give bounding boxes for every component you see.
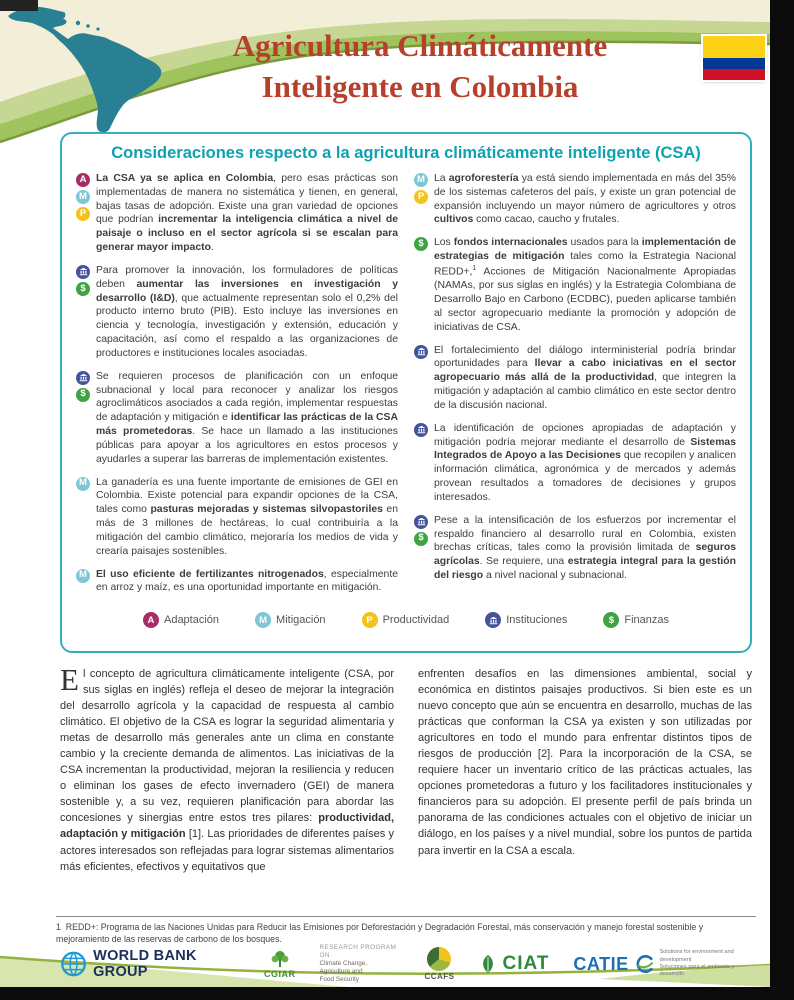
consideration-text: El uso eficiente de fertilizantes nitrogenados, especialmente en arroz y maíz, es una oportunidad importante en mitigación. — [96, 568, 398, 594]
consideration-icons — [76, 370, 90, 467]
ciat-logo — [479, 953, 550, 975]
ccafs-program-line: RESEARCH PROGRAM ON — [319, 944, 397, 959]
ccafs-program-line: Agriculture and — [319, 968, 363, 975]
consideration-text: Se requieren procesos de planificación con un enfoque subnacional y local para reconocer y analizar los riesgos agroclimáticos asociados a cada región, implementar respuestas de adaptación y mitigación e identificar las prácticas de la CSA más prometedoras. Se hace un llamado a las instituciones públicas para apoyar a los agricultores en estos procesos y ayudarles a superar las barreras de implementación existentes. — [96, 370, 398, 465]
consideration-text: Los fondos internacionales usados para la implementación de estrategias de mitigación tales como la Estrategia Nacional REDD+,$^1$ Acciones de Mitigación Nacionalmente Apropiadas (NAMAs, por sus siglas en inglés) y la Estrategia Colombiana de Desarrollo Bajo en Carbono (ECDBC), pueden aplicarse también al sector agropecuario mediante la promoción y adopción de iniciativas de CSA. — [434, 237, 737, 333]
finance-icon: $ — [414, 237, 428, 251]
catie-logo — [573, 949, 752, 978]
title-line-2: Inteligente en Colombia — [261, 68, 579, 104]
dropcap: E — [60, 662, 79, 697]
mitigation-icon: M — [255, 612, 271, 628]
consideration-icons — [414, 236, 428, 334]
institutions-icon — [414, 423, 428, 437]
finance-icon: $ — [603, 612, 619, 628]
cgiar-name: CGIAR — [264, 968, 296, 979]
catie-tagline — [659, 949, 752, 978]
consideration-text: La CSA ya se aplica en Colombia, pero esas prácticas son implementadas de manera no sistemática y tienen, en general, bajas tasas de adopción. Existe una gran variedad de opciones que podrían incrementar la inteligencia climática a nivel de paisaje o incluso en el sector agrícola si se escalan para generar mayor impacto. — [96, 173, 398, 254]
flag-yellow-stripe — [703, 36, 765, 58]
catie-swoosh-icon — [635, 953, 654, 975]
scan-frame-right — [770, 0, 794, 1000]
legend-item — [362, 612, 450, 628]
consideration-item — [76, 476, 398, 559]
ccafs-program-text — [320, 944, 401, 984]
legend-label: Productividad — [382, 614, 450, 627]
catie-tagline-line: Soluciones para el ambiente y desarrollo — [659, 964, 735, 978]
world-bank-name: WORLD BANK GROUP — [93, 948, 197, 980]
finance-icon: $ — [76, 388, 90, 402]
catie-tagline-line: Solutions for environment and development — [659, 949, 734, 963]
ccafs-logo — [424, 947, 454, 981]
legend-label: Instituciones — [506, 614, 568, 627]
consideration-item — [414, 422, 736, 505]
latin-america-map — [6, 4, 166, 136]
scan-frame-bottom — [0, 987, 794, 1000]
flag-blue-stripe — [703, 58, 765, 69]
world-bank-globe-icon — [60, 949, 87, 979]
consideration-text: Para promover la innovación, los formuladores de políticas deben aumentar las inversiones en investigación y desarrollo (I&D), que actualmente representan solo el 0,2% del producto interno bruto (PIB). Esto incluye las inversiones en ciencia y tecnología, investigación y extensión, educación y capacitación, así como el respaldo a las organizaciones de productores e instituciones locales asociadas. — [96, 264, 398, 359]
mitigation-icon: M — [414, 173, 428, 187]
institutions-icon — [414, 345, 428, 359]
catie-name: CATIE — [573, 953, 629, 974]
considerations-columns — [76, 172, 736, 604]
legend-label: Finanzas — [624, 614, 670, 627]
ccafs-program-line: Food Security — [319, 976, 359, 983]
consideration-item — [76, 264, 398, 361]
title-line-1: Agricultura Climáticamente — [232, 28, 608, 63]
world-bank-logo — [60, 948, 240, 980]
body-right-column: enfrenten desafíos en las dimensiones ambiental, social y económica en distintos paisajes productivos. Si bien este es un nuevo concepto que aún se encuentra en desarrollo, muchas de las prácticas que conforman la CSA ya existen y son utilizadas por agricultores en todo el mundo para enfrentar distintos tipos de riesgos de producción [2]. Para la incorporación de la CSA, se requiere hacer un inventario crítico de las prácticas actuales, las opciones prometedoras a futuro y los facilitadores institucionales y financieros para su adopción. El presente perfil de país brinda un panorama de las condiciones actuales con el objetivo de iniciar un diálogo, en los países y a nivel mundial, sobre los puntos de partida para invertir en la CSA a escala. — [418, 668, 752, 857]
body-left-column — [60, 662, 394, 875]
colombia-flag — [703, 36, 765, 80]
productivity-icon: P — [76, 207, 90, 221]
institutions-icon — [76, 371, 90, 385]
page-title — [150, 26, 690, 108]
considerations-box — [60, 132, 752, 653]
consideration-item — [76, 172, 398, 255]
consideration-icons — [76, 476, 90, 559]
consideration-icons — [76, 172, 90, 255]
consideration-item — [414, 344, 736, 413]
cgiar-tree-icon — [270, 950, 290, 968]
cgiar-logo — [264, 950, 296, 979]
consideration-item — [76, 370, 398, 467]
ciat-name: CIAT — [502, 953, 550, 974]
icon-legend — [76, 612, 736, 628]
ccafs-emblem-icon — [427, 947, 451, 971]
legend-item — [255, 612, 326, 628]
flag-red-stripe — [703, 69, 765, 80]
partner-logos — [60, 944, 752, 984]
legend-item — [485, 612, 567, 628]
mitigation-icon: M — [76, 477, 90, 491]
institutions-icon — [414, 515, 428, 529]
scan-corner-artifact — [0, 0, 38, 11]
considerations-heading: Consideraciones respecto a la agricultura climáticamente inteligente (CSA) — [111, 144, 701, 162]
consideration-icons — [414, 514, 428, 583]
consideration-icons — [414, 422, 428, 505]
consideration-icons — [76, 264, 90, 361]
considerations-left-column — [76, 172, 398, 604]
consideration-text: Pese a la intensificación de los esfuerzos por incrementar el respaldo financiero al desarrollo rural en Colombia, existen brechas críticas, tales como la provisión limitada de seguros agrícolas. Se requiere, una estrategia integral para la gestión del riesgo a nivel nacional y subnacional. — [434, 514, 736, 581]
consideration-item — [76, 568, 398, 596]
consideration-icons — [76, 568, 90, 596]
legend-item — [143, 612, 219, 628]
ccafs-name: CCAFS — [424, 972, 455, 981]
consideration-item — [414, 172, 736, 227]
institutions-icon — [76, 265, 90, 279]
consideration-text: La ganadería es una fuente importante de emisiones de GEI en Colombia. Existe potencial para expandir opciones de la CSA, tales como pasturas mejoradas y sistemas silvopastoriles en más de 3 millones de hectáreas, lo cual contribuiría a la mitigación del cambio climático, mejoraría los medios de vida y crearía paisajes sostenibles. — [96, 476, 398, 557]
finance-icon: $ — [76, 282, 90, 296]
productivity-icon: P — [414, 190, 428, 204]
ciat-leaf-icon — [479, 954, 497, 974]
mitigation-icon: M — [76, 569, 90, 583]
consideration-icons — [414, 172, 428, 227]
consideration-text: El fortalecimiento del diálogo interministerial podría brindar oportunidades para llevar a cabo iniciativas en el sector agropecuario más allá de la productividad, que integren la mitigación y adaptación al cambio climático en este sector dentro de la discusión nacional. — [434, 344, 736, 411]
productivity-icon: P — [362, 612, 378, 628]
legend-item — [603, 612, 669, 628]
body-text — [60, 662, 752, 875]
institutions-icon — [485, 612, 501, 628]
consideration-text: La agroforestería ya está siendo implementada en más del 35% de los sistemas cafeteros del país, y existe un gran potencial de expansión incluyendo un mayor número de agricultores y otros cultivos como cacao, caucho y frutales. — [434, 173, 736, 226]
legend-label: Adaptación — [163, 614, 220, 627]
body-left-text: l concepto de agricultura climáticamente inteligente (CSA, por sus siglas en inglés) refleja el deseo de mejorar la integración del desarrollo agrícola y la capacidad de respuesta al cambio climático. El objetivo de la CSA es lograr la seguridad alimentaria y metas de desarrollo más generales ante un clima en constante cambio y la creciente demanda de alimentos. Las iniciativas de la CSA incrementan la productividad, mejoran la resiliencia y reducen o eliminan los gases de efecto invernadero (GEI) de manera sostenible y, a su vez, requieren planificación para abordar las concesiones y sinergias entre estos tres pilares: productividad, adaptación y mitigación [1]. Las prioridades de diferentes países y actores interesados son reflejadas para lograr sistemas alimentarios más eficientes, efectivos y equitativos que — [60, 668, 394, 873]
consideration-icons — [414, 344, 428, 413]
finance-icon: $ — [414, 532, 428, 546]
consideration-text: La identificación de opciones apropiadas de adaptación y mitigación podría mejorar mediante el desarrollo de Sistemas Integrados de Apoyo a las Decisiones que recopilen y analicen información climática, agronómica y de mercados y además provean resultados a tomadores de decisiones y grupos interesados. — [434, 422, 737, 503]
footnote: 1 REDD+: Programa de las Naciones Unidas para Reducir las Emisiones por Deforestación y Degradación Forestal, más conservación y manejo forestal sostenible y mejoramiento de las reservas de carbono de los bosques. — [56, 916, 756, 946]
consideration-item — [414, 514, 736, 583]
legend-label: Mitigación — [276, 614, 326, 627]
adaptation-icon: A — [76, 173, 90, 187]
consideration-item — [414, 236, 736, 334]
considerations-right-column — [414, 172, 736, 604]
ccafs-program-line: Climate Change, — [319, 960, 368, 967]
mitigation-icon: M — [76, 190, 90, 204]
adaptation-icon: A — [143, 612, 159, 628]
